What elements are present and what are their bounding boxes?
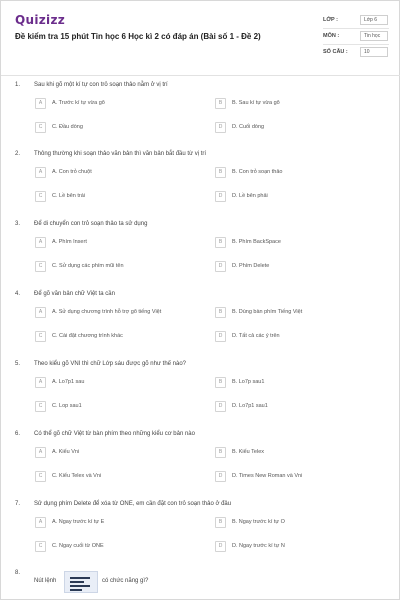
option-a[interactable] (35, 98, 195, 111)
option-key-badge: B (215, 377, 226, 388)
option-text: C. Sử dụng các phím mũi tên (52, 263, 124, 269)
option-key-badge: D (215, 331, 226, 342)
quizizz-logo[interactable]: Quizizz (15, 13, 66, 27)
question-number: 1. (15, 82, 21, 88)
option-key-badge: A (35, 167, 46, 178)
option-key-badge: D (215, 191, 226, 202)
option-key-badge: A (35, 98, 46, 109)
option-text: D. Phím Delete (232, 263, 270, 269)
question-text: Có thể gõ chữ Việt từ bàn phím theo những kiểu cơ bản nào (34, 431, 195, 437)
option-key-badge: A (35, 237, 46, 248)
question-text: Sau khi gõ một kí tự con trỏ soạn thảo nằm ở vị trí (34, 82, 168, 88)
option-key-badge: B (215, 98, 226, 109)
option-key-badge: B (215, 447, 226, 458)
option-text: D. Lo7p1 sau1 (232, 403, 268, 409)
option-text: A. Ngay trước kí tự E (52, 519, 105, 525)
option-text: B. Dùng bàn phím Tiếng Việt (232, 309, 303, 315)
option-key-badge: C (35, 191, 46, 202)
option-d[interactable] (215, 122, 375, 135)
option-text: B. Phím BackSpace (232, 239, 281, 245)
option-d[interactable] (215, 471, 375, 484)
option-key-badge: A (35, 517, 46, 528)
option-text: B. Ngay trước kí tự O (232, 519, 285, 525)
option-a[interactable] (35, 447, 195, 460)
option-text: D. Cuối dòng (232, 124, 265, 130)
question-number: 6. (15, 431, 21, 437)
question-number: 7. (15, 501, 21, 507)
option-b[interactable] (215, 447, 375, 460)
meta-value-subject: Tin học (360, 31, 388, 41)
option-text: B. Lo7p sau1 (232, 379, 265, 385)
option-text: B. Kiểu Telex (232, 449, 265, 455)
question-number: 5. (15, 361, 21, 367)
option-a[interactable] (35, 517, 195, 530)
meta-value-count: 10 (360, 47, 388, 57)
option-text: A. Kiểu Vni (52, 449, 80, 455)
option-key-badge: C (35, 261, 46, 272)
option-d[interactable] (215, 401, 375, 414)
option-d[interactable] (215, 191, 375, 204)
meta-label-count: SỐ CÂU : (323, 49, 348, 55)
question-text: Sử dụng phím Delete để xóa từ ONE, em cần đặt con trỏ soạn thảo ở đâu (34, 501, 232, 507)
option-key-badge: B (215, 167, 226, 178)
option-a[interactable] (35, 167, 195, 180)
option-a[interactable] (35, 377, 195, 390)
option-b[interactable] (215, 237, 375, 250)
option-key-badge: B (215, 237, 226, 248)
option-text: A. Con trỏ chuột (52, 169, 92, 175)
option-a[interactable] (35, 307, 195, 320)
option-text: B. Con trỏ soạn thảo (232, 169, 283, 175)
option-key-badge: C (35, 471, 46, 482)
worksheet-header (1, 1, 400, 71)
option-text: D. Lề bên phải (232, 193, 268, 199)
option-key-badge: C (35, 401, 46, 412)
header-divider (1, 75, 400, 76)
option-text: C. Kiểu Telex và Vni (52, 473, 102, 479)
option-text: A. Lo7p1 sau (52, 379, 85, 385)
option-c[interactable] (35, 261, 195, 274)
option-c[interactable] (35, 541, 195, 554)
option-b[interactable] (215, 377, 375, 390)
option-c[interactable] (35, 401, 195, 414)
option-key-badge: A (35, 377, 46, 388)
option-text: C. Cài đặt chương trình khác (52, 333, 123, 339)
option-c[interactable] (35, 471, 195, 484)
option-c[interactable] (35, 122, 195, 135)
option-text: C. Lề bên trái (52, 193, 86, 199)
page-title: Đề kiểm tra 15 phút Tin học 6 Học kì 2 có đáp án (Bài số 1 - Đề 2) (15, 32, 261, 41)
divider (323, 28, 389, 29)
option-c[interactable] (35, 331, 195, 344)
option-text: A. Trước kí tự vừa gõ (52, 100, 105, 106)
option-key-badge: A (35, 447, 46, 458)
option-key-badge: B (215, 307, 226, 318)
option-text: D. Tất cả các ý trên (232, 333, 280, 339)
question-text: Để di chuyển con trỏ soạn thảo ta sử dụng (34, 221, 148, 227)
question-text-continued: có chức năng gì? (102, 578, 149, 584)
option-key-badge: A (35, 307, 46, 318)
option-key-badge: D (215, 261, 226, 272)
option-d[interactable] (215, 331, 375, 344)
align-left-icon (64, 571, 98, 593)
option-text: C. Đầu dòng (52, 124, 83, 130)
option-key-badge: D (215, 471, 226, 482)
option-b[interactable] (215, 307, 375, 320)
option-b[interactable] (215, 517, 375, 530)
question-text: Nút lệnh (34, 578, 57, 584)
divider (323, 44, 389, 45)
option-key-badge: B (215, 517, 226, 528)
option-key-badge: C (35, 331, 46, 342)
option-text: D. Ngay trước kí tự N (232, 543, 285, 549)
option-key-badge: D (215, 541, 226, 552)
option-key-badge: D (215, 401, 226, 412)
option-key-badge: C (35, 122, 46, 133)
meta-label-subject: MÔN : (323, 33, 340, 39)
question-number: 8. (15, 570, 21, 576)
question-text: Để gõ văn bản chữ Việt ta cần (34, 291, 115, 297)
meta-label-class: LỚP : (323, 17, 338, 23)
option-text: B. Sau kí tự vừa gõ (232, 100, 280, 106)
option-a[interactable] (35, 237, 195, 250)
question-text: Theo kiểu gõ VNI thì chữ Lớp sáu được gõ như thế nào? (34, 361, 187, 367)
option-b[interactable] (215, 167, 375, 180)
question-number: 3. (15, 221, 21, 227)
question-text: Thông thường khi soạn thảo văn bản thì văn bản bắt đầu từ vị trí (34, 151, 207, 157)
option-text: A. Phím Insert (52, 239, 87, 245)
question-number: 4. (15, 291, 21, 297)
option-b[interactable] (215, 98, 375, 111)
option-key-badge: D (215, 122, 226, 133)
option-key-badge: C (35, 541, 46, 552)
option-text: A. Sử dụng chương trình hỗ trợ gõ tiếng Việt (52, 309, 162, 315)
option-c[interactable] (35, 191, 195, 204)
option-d[interactable] (215, 541, 375, 554)
question-number: 2. (15, 151, 21, 157)
meta-value-class: Lớp 6 (360, 15, 388, 25)
option-text: D. Times New Roman và Vni (232, 473, 303, 479)
option-text: C. Lop sau1 (52, 403, 82, 409)
option-text: C. Ngay cuối từ ONE (52, 543, 104, 549)
option-d[interactable] (215, 261, 375, 274)
